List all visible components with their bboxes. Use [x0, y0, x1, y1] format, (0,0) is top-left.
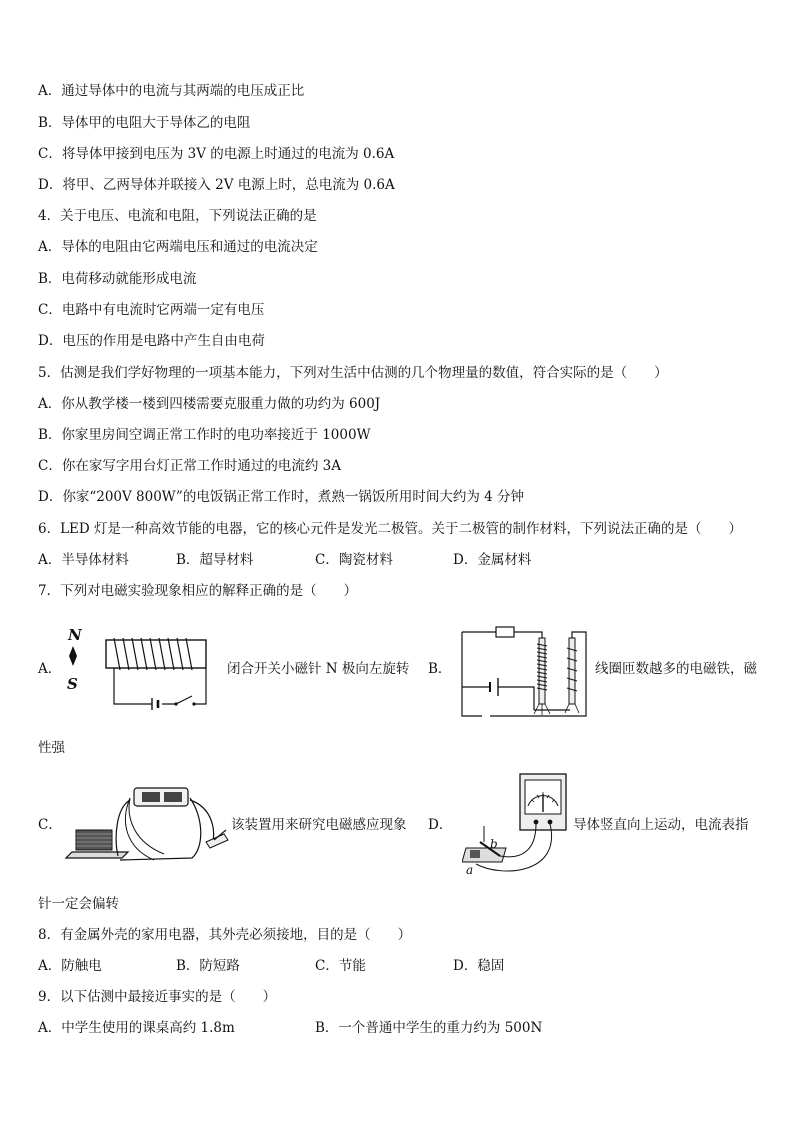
q6-option-b: B．超导材料: [176, 552, 254, 568]
q7-option-d-text: 导体竖直向上运动，电流表指: [573, 817, 749, 833]
q6-option-d: D．金属材料: [453, 552, 532, 568]
q9-stem: 9．以下估测中最接近事实的是（ ）: [38, 989, 277, 1005]
q6-option-a: A．半导体材料: [38, 552, 129, 568]
q5-option-a: A．你从教学楼一楼到四楼需要克服重力做的功约为 600J: [38, 396, 381, 412]
q7-option-a-text: 闭合开关小磁针 N 极向左旋转: [227, 661, 410, 677]
compass-needle-icon: [69, 646, 77, 666]
label-a: a: [466, 863, 474, 877]
label-b: b: [490, 837, 498, 851]
q9-option-a: A．中学生使用的课桌高约 1.8m: [38, 1020, 235, 1036]
q5-option-b: B．你家里房间空调正常工作时的电功率接近于 1000W: [38, 427, 371, 443]
rheostat-icon: [496, 627, 514, 637]
q4-stem: 4．关于电压、电流和电阻，下列说法正确的是: [38, 208, 317, 224]
q7-option-d-text-cont: 针一定会偏转: [38, 896, 119, 912]
compass-s-label: S: [67, 675, 78, 693]
wire: [116, 800, 130, 856]
circuit-wire: [114, 668, 206, 704]
q8-option-c: C．节能: [315, 958, 366, 974]
switch-icon: [174, 702, 177, 705]
q8-stem: 8．有金属外壳的家用电器，其外壳必须接地，目的是（ ）: [38, 927, 412, 943]
motor-apparatus-figure: [64, 778, 234, 870]
base-plate: [66, 852, 128, 858]
q4-option-b: B．电荷移动就能形成电流: [38, 271, 197, 287]
q7-option-b-text: 线圈匝数越多的电磁铁，磁: [595, 661, 757, 677]
electromagnet-figure: [458, 618, 593, 720]
q5-option-c: C．你在家写字用台灯正常工作时通过的电流约 3A: [38, 458, 341, 474]
q3-option-d: D．将甲、乙两导体并联接入 2V 电源上时，总电流为 0.6A: [38, 177, 395, 193]
switch-icon: [206, 834, 228, 848]
q7-option-c-label: C．: [38, 817, 62, 833]
q4-option-a: A．导体的电阻由它两端电压和通过的电流决定: [38, 239, 318, 255]
q3-option-a: A．通过导体中的电流与其两端的电压成正比: [38, 83, 305, 99]
q8-option-a: A．防触电: [38, 958, 102, 974]
solenoid-compass-figure: [60, 624, 230, 716]
q5-stem: 5．估测是我们学好物理的一项基本能力，下列对生活中估测的几个物理量的数值，符合实际的是（ ）: [38, 365, 668, 381]
q8-option-d: D．稳固: [453, 958, 505, 974]
q7-option-a-label: A．: [38, 661, 62, 677]
q7-option-d-label: D．: [428, 817, 453, 833]
q7-option-b-label: B．: [428, 661, 452, 677]
q9-option-b: B．一个普通中学生的重力约为 500N: [315, 1020, 543, 1036]
q4-option-c: C．电路中有电流时它两端一定有电压: [38, 302, 265, 318]
q8-option-b: B．防短路: [176, 958, 240, 974]
q7-stem: 7．下列对电磁实验现象相应的解释正确的是（ ）: [38, 583, 358, 599]
circuit-wire: [462, 632, 586, 716]
compass-n-label: N: [68, 626, 82, 644]
q6-option-c: C．陶瓷材料: [315, 552, 393, 568]
q7-option-c-text: 该装置用来研究电磁感应现象: [231, 817, 407, 833]
q6-stem: 6．LED 灯是一种高效节能的电器，它的核心元件是发光二极管。关于二极管的制作材料，下列说法正确的是（ ）: [38, 521, 743, 537]
q4-option-d: D．电压的作用是电路中产生自由电荷: [38, 333, 265, 349]
q3-option-c: C．将导体甲接到电压为 3V 的电源上时通过的电流为 0.6A: [38, 146, 395, 162]
q3-option-b: B．导体甲的电阻大于导体乙的电阻: [38, 115, 251, 131]
induction-ammeter-figure: [462, 770, 572, 880]
magnet-icon: [76, 830, 112, 850]
solenoid-coil-icon: [114, 638, 192, 670]
q7-option-b-text-cont: 性强: [38, 740, 65, 756]
electromagnet-core-icon: [569, 638, 575, 704]
electromagnet-core-icon: [539, 638, 545, 704]
q5-option-d: D．你家“200V 800W”的电饭锅正常工作时，煮熟一锅饭所用时间大约为 4 分钟: [38, 489, 524, 505]
pins-icon: [534, 704, 550, 715]
